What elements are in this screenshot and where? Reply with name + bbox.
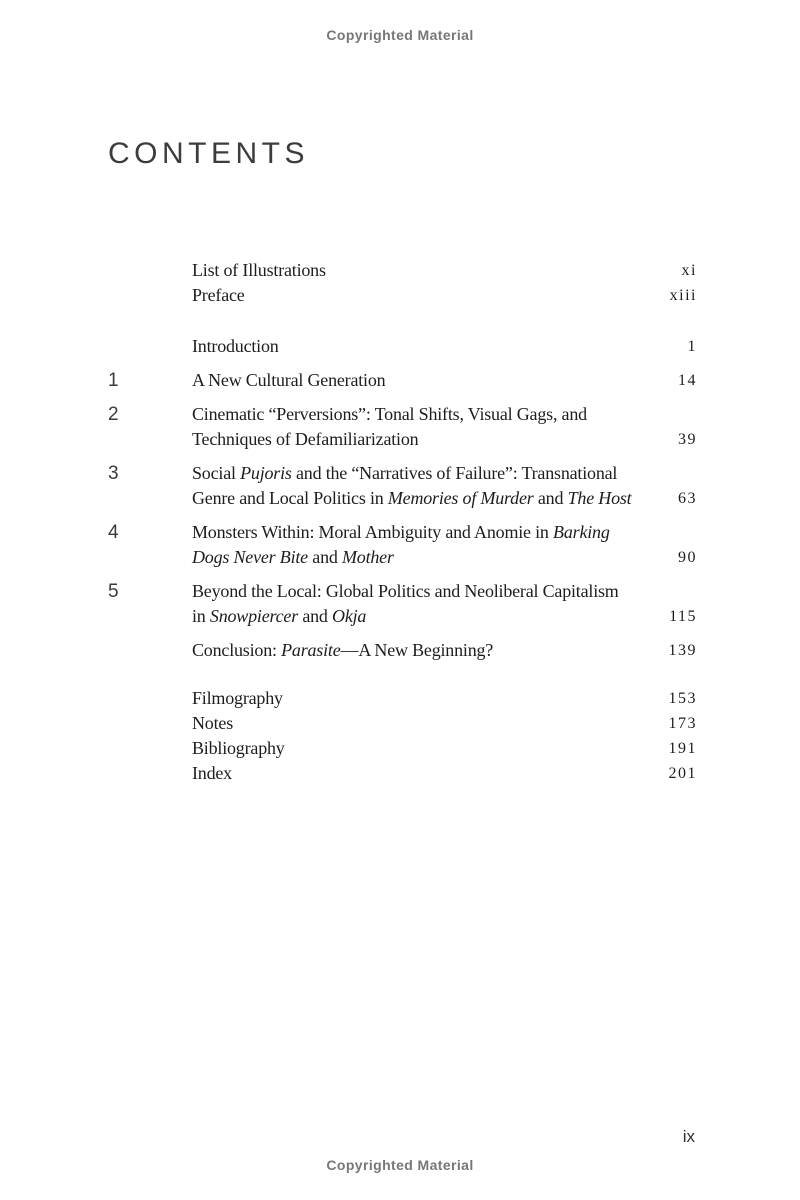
entry-title: Beyond the Local: Global Politics and Neoliberal Capitalism in Snowpiercer and Okja [192, 581, 619, 626]
entry-page-number: 63 [678, 490, 697, 507]
toc-entry-conclusion [108, 638, 697, 663]
entry-page-number: 201 [668, 765, 697, 782]
entry-title: Filmography [192, 688, 283, 708]
entry-title: Bibliography [192, 738, 285, 758]
entry-page-number: 90 [678, 549, 697, 566]
entry-title: Notes [192, 713, 233, 733]
front-matter-section [108, 258, 697, 308]
folio-page-number: ix [682, 1127, 695, 1146]
entry-title: Index [192, 763, 232, 783]
chapter-number: 3 [108, 463, 119, 484]
entry-page-number: 1 [687, 338, 697, 355]
entry-page-number: 153 [668, 690, 697, 707]
table-of-contents [108, 258, 697, 786]
entry-title: Cinematic “Perversions”: Tonal Shifts, Visual Gags, and Techniques of Defamiliarization [192, 404, 587, 449]
toc-entry-chapter-2 [108, 402, 697, 452]
entry-title: Preface [192, 285, 245, 305]
toc-entry-preface [108, 283, 697, 308]
page-title: CONTENTS [108, 137, 309, 170]
chapter-number: 2 [108, 404, 119, 425]
toc-entry-notes [108, 711, 697, 736]
entry-title: Conclusion: Parasite—A New Beginning? [192, 640, 494, 660]
entry-title: Introduction [192, 336, 279, 356]
toc-entry-chapter-1 [108, 368, 697, 393]
entry-page-number: 115 [669, 608, 697, 625]
toc-entry-index [108, 761, 697, 786]
entry-page-number: 39 [678, 431, 697, 448]
entry-page-number: 139 [668, 642, 697, 659]
copyright-banner-top: Copyrighted Material [326, 27, 474, 43]
chapter-number: 4 [108, 522, 119, 543]
toc-entry-introduction [108, 334, 697, 359]
entry-page-number: 14 [678, 372, 697, 389]
back-matter-section [108, 686, 697, 786]
toc-entry-chapter-5 [108, 579, 697, 629]
chapters-section [108, 334, 697, 663]
entry-title: Monsters Within: Moral Ambiguity and Anomie in Barking Dogs Never Bite and Mother [192, 522, 610, 567]
toc-entry-list-of-illustrations [108, 258, 697, 283]
toc-entry-chapter-4 [108, 520, 697, 570]
entry-page-number: 173 [668, 715, 697, 732]
toc-entry-filmography [108, 686, 697, 711]
entry-page-number: 191 [668, 740, 697, 757]
chapter-number: 5 [108, 581, 119, 602]
entry-page-number: xi [681, 262, 697, 279]
copyright-banner-bottom: Copyrighted Material [326, 1157, 474, 1173]
toc-entry-chapter-3 [108, 461, 697, 511]
entry-title: A New Cultural Generation [192, 370, 386, 390]
entry-page-number: xiii [669, 287, 697, 304]
toc-entry-bibliography [108, 736, 697, 761]
entry-title: List of Illustrations [192, 260, 326, 280]
entry-title: Social Pujoris and the “Narratives of Failure”: Transnational Genre and Local Politics in Memories of Murder and The Host [192, 463, 632, 508]
chapter-number: 1 [108, 370, 119, 391]
